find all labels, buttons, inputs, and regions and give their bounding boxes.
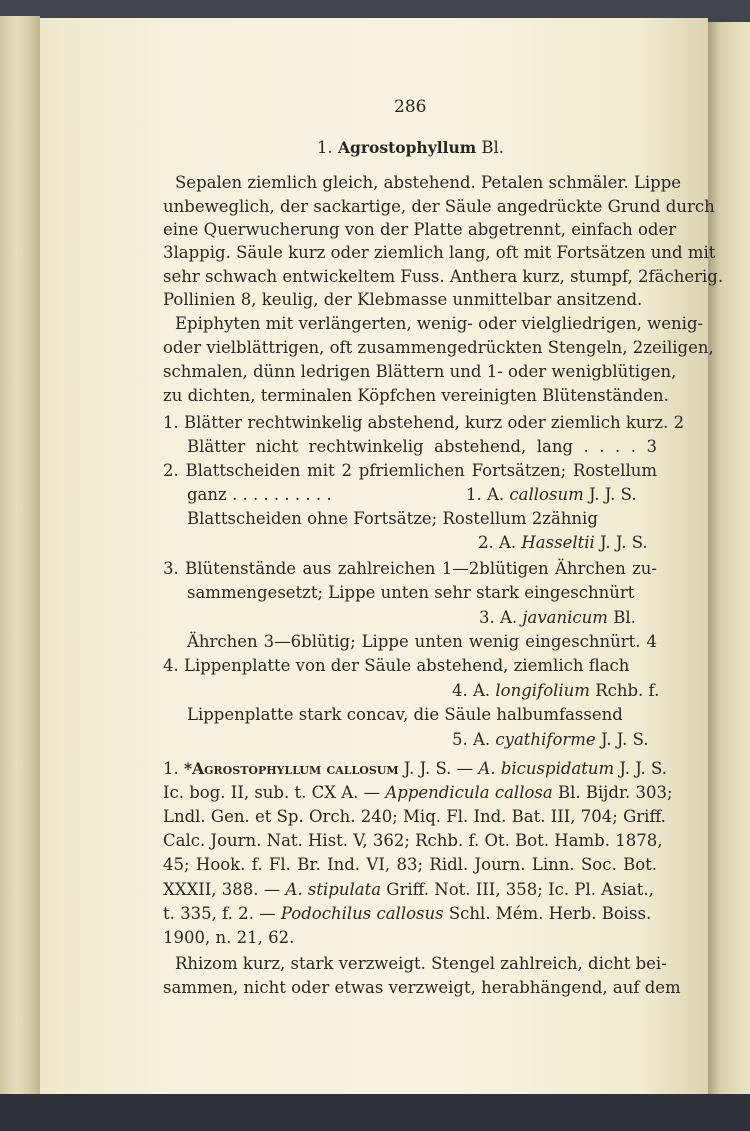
key-line: ganz . . . . . . . . . . [187,485,332,504]
key-line: 4. Lippenplatte von der Säule abstehend, ziemlich flach [163,656,630,675]
description-line: zu dichten, terminalen Köpfchen vereinigten Blütenständen. [163,386,669,405]
description-line: oder vielblättrigen, oft zusammengedrückten Stengeln, 2zeiligen, [163,338,714,357]
description-line: unbeweglich, der sackartige, der Säule angedrückte Grund durch [163,197,715,216]
species-entry-line: Lndl. Gen. et Sp. Orch. 240; Miq. Fl. Ind. Bat. III, 704; Griff. [163,807,666,826]
key-line: Blätter nicht rechtwinkelig abstehend, lang . . . . 3 [187,437,657,456]
description-line: Epiphyten mit verlängerten, wenig- oder vielgliedrigen, wenig- [175,314,704,333]
description-line: sehr schwach entwickeltem Fuss. Anthera kurz, stumpf, 2fächerig. [163,267,724,286]
page-number: 286 [394,97,427,117]
description-line: Pollinien 8, keulig, der Klebmasse unmittelbar ansitzend. [163,290,643,309]
key-line: 3. Blütenstände aus zahlreichen 1—2blütigen Ährchen zu- [163,559,657,578]
genus-heading: 1. Agrostophyllum Bl. [317,138,505,157]
key-species-5: 5. A. cyathiforme J. J. S. [452,730,649,749]
description-line: Rhizom kurz, stark verzweigt. Stengel zahlreich, dicht bei- [175,954,667,973]
key-species-2: 2. A. Hasseltii J. J. S. [478,533,648,552]
description-line: eine Querwucherung von der Platte abgetrennt, einfach oder [163,220,677,239]
species-entry-line: t. 335, f. 2. — Podochilus callosus Schl. Mém. Herb. Boiss. [163,904,652,923]
species-entry-line: XXXII, 388. — A. stipulata Griff. Not. III, 358; Ic. Pl. Asiat., [163,880,654,899]
species-entry-line: 1900, n. 21, 62. [163,928,295,947]
key-species-3: 3. A. javanicum Bl. [479,608,636,627]
description-line: Sepalen ziemlich gleich, abstehend. Petalen schmäler. Lippe [175,173,682,192]
description-line: schmalen, dünn ledrigen Blättern und 1- oder wenigblütigen, [163,362,677,381]
species-entry-line: Calc. Journ. Nat. Hist. V, 362; Rchb. f. Ot. Bot. Hamb. 1878, [163,831,663,850]
key-line: 2. Blattscheiden mit 2 pfriemlichen Fortsätzen; Rostellum [163,461,657,480]
key-species-1: 1. A. callosum J. J. S. [466,485,637,504]
species-entry-line: 1. *Agrostophyllum callosum J. J. S. — A. bicuspidatum J. J. S. [163,759,668,778]
key-line: Lippenplatte stark concav, die Säule halbumfassend [187,705,623,724]
key-line: sammengesetzt; Lippe unten sehr stark eingeschnürt [187,583,635,602]
key-line: 1. Blätter rechtwinkelig abstehend, kurz oder ziemlich kurz. 2 [163,413,685,432]
species-entry-line: Ic. bog. II, sub. t. CX A. — Appendicula callosa Bl. Bijdr. 303; [163,783,673,802]
description-line: sammen, nicht oder etwas verzweigt, herabhängend, auf dem [163,978,681,997]
key-species-4: 4. A. longifolium Rchb. f. [452,681,660,700]
species-entry-line: 45; Hook. f. Fl. Br. Ind. VI, 83; Ridl. Journ. Linn. Soc. Bot. [163,855,657,874]
key-line: Ährchen 3—6blütig; Lippe unten wenig eingeschnürt. 4 [187,632,657,651]
key-line: Blattscheiden ohne Fortsätze; Rostellum 2zähnig [187,509,598,528]
description-line: 3lappig. Säule kurz oder ziemlich lang, oft mit Fortsätzen und mit [163,243,716,262]
